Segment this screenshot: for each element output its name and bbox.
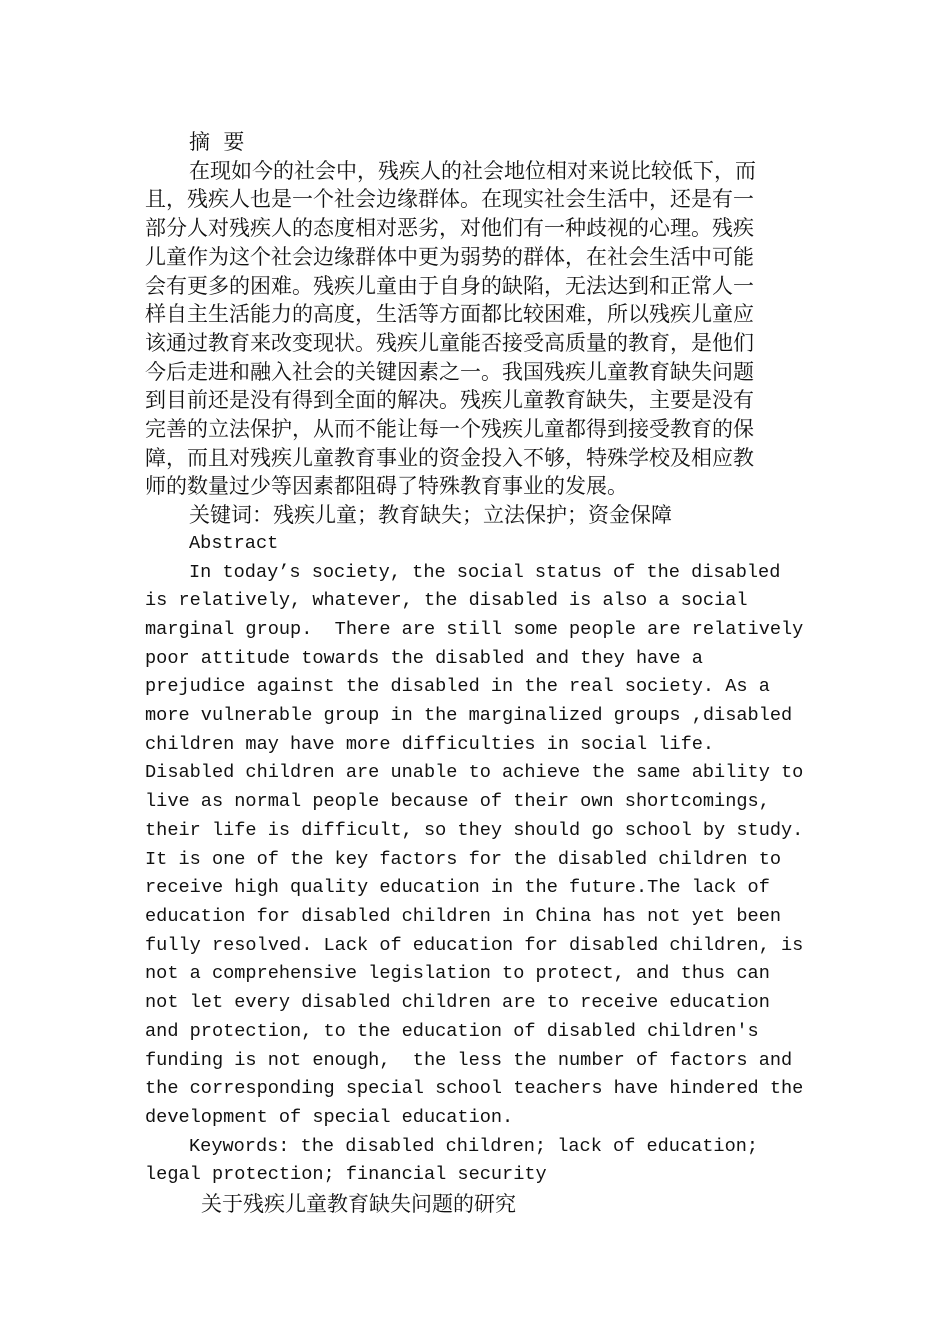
paper-title: 关于残疾儿童教育缺失问题的研究 [201,1192,516,1217]
abstract-cn-line: 在现如今的社会中，残疾人的社会地位相对来说比较低下，而 [189,158,756,183]
abstract-en-keywords-line: Keywords: the disabled children; lack of education; [189,1135,759,1157]
abstract-en-line: marginal group. There are still some people are relatively [145,618,804,640]
abstract-en-line: development of special education. [145,1106,514,1128]
abstract-en-line: live as normal people because of their own shortcomings, [145,791,770,813]
abstract-en-line: not a comprehensive legislation to protect, and thus can [145,963,770,985]
abstract-en-line: education for disabled children in China has not yet been [145,905,782,927]
abstract-en-line: Disabled children are unable to achieve the same ability to [145,762,804,784]
abstract-en-line: fully resolved. Lack of education for disabled children, is [145,934,804,956]
abstract-cn-line: 部分人对残疾人的态度相对恶劣，对他们有一种歧视的心理。残疾 [145,216,754,241]
abstract-cn-line: 儿童作为这个社会边缘群体中更为弱势的群体，在社会生活中可能 [145,244,754,269]
abstract-en-line: receive high quality education in the future.The lack of [145,877,770,899]
abstract-cn-line: 会有更多的困难。残疾儿童由于自身的缺陷，无法达到和正常人一 [145,273,754,298]
abstract-en-line: prejudice against the disabled in the real society. As a [145,676,770,698]
abstract-en-line: poor attitude towards the disabled and they have a [145,647,703,669]
abstract-cn-line: 样自主生活能力的高度，生活等方面都比较困难，所以残疾儿童应 [145,302,754,327]
abstract-en-line: children may have more difficulties in social life. [145,733,715,755]
abstract-en-line: not let every disabled children are to receive education [145,992,770,1014]
abstract-cn-line: 该通过教育来改变现状。残疾儿童能否接受高质量的教育，是他们 [145,330,754,355]
abstract-cn-line: 今后走进和融入社会的关键因素之一。我国残疾儿童教育缺失问题 [145,359,754,384]
abstract-cn-line: 且，残疾人也是一个社会边缘群体。在现实社会生活中，还是有一 [145,187,754,212]
abstract-cn-line: 师的数量过少等因素都阻碍了特殊教育事业的发展。 [145,474,628,499]
abstract-en-line: In today’s society, the social status of the disabled [189,561,781,583]
abstract-en-line: the corresponding special school teachers have hindered the [145,1078,804,1100]
abstract-cn-body [145,157,810,501]
abstract-en-line: funding is not enough, the less the number of factors and [145,1049,793,1071]
abstract-en-body [145,559,810,1133]
abstract-cn-heading: 摘 要 [189,130,245,154]
abstract-cn-line: 到目前还是没有得到全面的解决。残疾儿童教育缺失，主要是没有 [145,388,754,413]
abstract-en-line: is relatively, whatever, the disabled is also a social [145,590,748,612]
abstract-cn-line: 障，而且对残疾儿童教育事业的资金投入不够，特殊学校及相应教 [145,445,754,470]
abstract-cn-keywords: 关键词：残疾儿童；教育缺失；立法保护；资金保障 [189,503,672,528]
abstract-en-heading: Abstract [189,532,279,554]
abstract-en-line: It is one of the key factors for the disabled children to [145,848,782,870]
abstract-en-line: their life is difficult, so they should go school by study. [145,819,804,841]
abstract-en-keywords-line: legal protection; financial security [145,1164,547,1186]
abstract-cn-line: 完善的立法保护，从而不能让每一个残疾儿童都得到接受教育的保 [145,417,754,442]
abstract-en-line: more vulnerable group in the marginalized groups ,disabled [145,705,793,727]
document-page [145,128,810,1219]
abstract-en-keywords [145,1133,810,1190]
abstract-en-line: and protection, to the education of disabled children's [145,1020,759,1042]
